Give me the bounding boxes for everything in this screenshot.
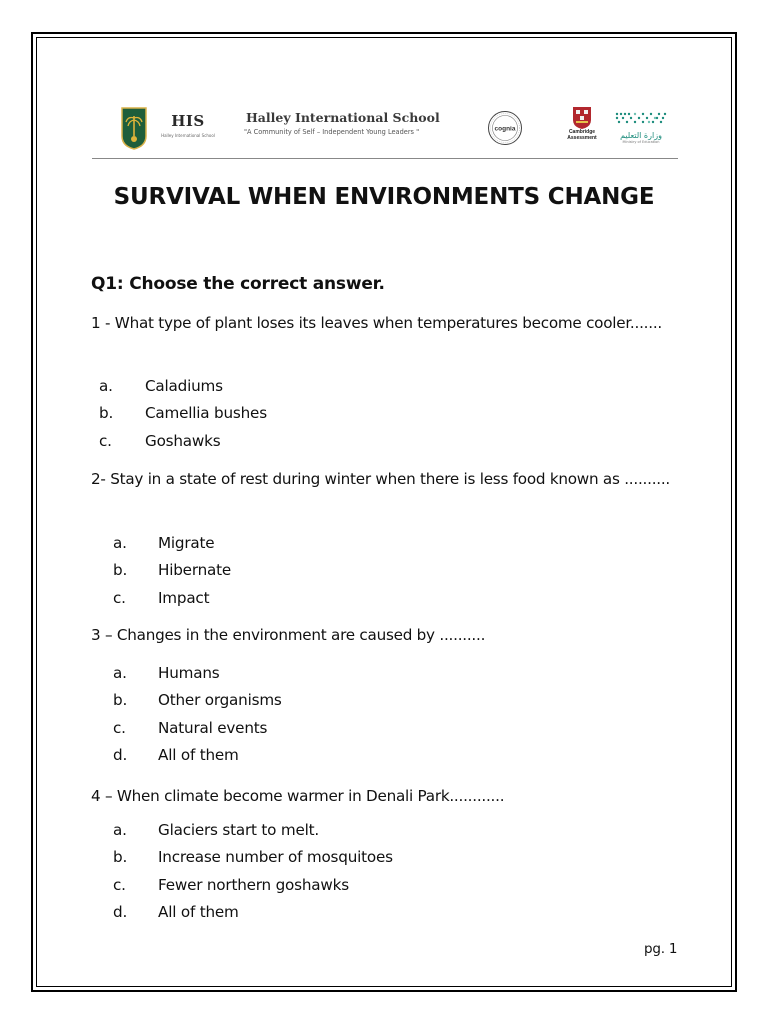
his-abbrev: HIS — [171, 112, 205, 130]
his-subtext: Halley International School — [161, 133, 215, 138]
option-item — [113, 585, 513, 612]
option-item — [113, 687, 513, 714]
cambridge-label-2: Assessment — [567, 134, 597, 141]
cambridge-assessment-logo — [562, 106, 602, 152]
worksheet-title: SURVIVAL WHEN ENVIRONMENTS CHANGE — [113, 184, 655, 210]
option-text: Impact — [158, 588, 210, 607]
option-letter: d. — [113, 902, 128, 921]
question-4: 4 – When climate become warmer in Denali Park............ — [91, 787, 505, 805]
option-text: Migrate — [158, 534, 215, 552]
option-letter: a. — [113, 534, 127, 552]
option-text: Goshawks — [145, 431, 221, 450]
ministry-of-education-logo — [610, 110, 672, 150]
option-letter: b. — [113, 691, 128, 710]
option-item — [99, 428, 499, 455]
option-text: Natural events — [158, 718, 268, 737]
cambridge-label-1: Cambridge — [568, 129, 596, 135]
option-text: Increase number of mosquitoes — [158, 848, 393, 867]
option-letter: c. — [113, 875, 126, 894]
question-1-options — [99, 373, 499, 455]
option-item — [113, 899, 533, 926]
his-logo-text — [158, 112, 218, 138]
option-item — [113, 660, 513, 687]
option-letter: c. — [113, 718, 126, 737]
option-item — [113, 817, 533, 844]
option-text: Hibernate — [158, 561, 232, 580]
moe-dots-icon — [613, 111, 669, 125]
option-item — [99, 373, 499, 400]
option-text: Camellia bushes — [145, 404, 267, 423]
option-text: Humans — [158, 664, 220, 682]
section-heading: Q1: Choose the correct answer. — [91, 274, 385, 294]
option-text: All of them — [158, 902, 239, 921]
page-number: pg. 1 — [644, 941, 678, 957]
option-text: All of them — [158, 745, 239, 764]
question-2: 2- Stay in a state of rest during winter when there is less food known as .......... — [91, 470, 671, 488]
question-4-options — [113, 817, 533, 926]
school-header — [92, 104, 678, 160]
cambridge-crest-icon — [572, 106, 592, 130]
school-name: Halley International School — [246, 110, 440, 125]
question-2-options — [113, 530, 513, 612]
option-letter: b. — [113, 848, 128, 867]
header-divider — [92, 158, 678, 159]
option-item — [113, 557, 513, 584]
question-3-options — [113, 660, 513, 769]
option-letter: c. — [99, 431, 112, 450]
option-letter: b. — [113, 561, 128, 580]
option-text: Glaciers start to melt. — [158, 821, 320, 839]
school-shield-logo-icon — [120, 106, 148, 150]
option-letter: b. — [99, 404, 114, 423]
option-letter: a. — [113, 664, 127, 682]
moe-subtext: Ministry of Education — [622, 140, 660, 144]
option-item — [113, 742, 513, 769]
school-motto: "A Community of Self – Independent Young Leaders " — [244, 128, 420, 136]
option-letter: a. — [99, 377, 113, 395]
question-1: 1 - What type of plant loses its leaves when temperatures become cooler....... — [91, 314, 662, 332]
cognia-seal-icon — [487, 110, 523, 146]
option-letter: c. — [113, 588, 126, 607]
option-item — [113, 872, 533, 899]
option-item — [113, 844, 533, 871]
option-text: Caladiums — [145, 377, 223, 395]
question-3: 3 – Changes in the environment are caused by .......... — [91, 626, 486, 644]
option-item — [99, 400, 499, 427]
option-letter: a. — [113, 821, 127, 839]
option-item — [113, 715, 513, 742]
moe-arabic-label: وزارة التعليم — [620, 131, 662, 140]
cognia-label: cognia — [494, 125, 516, 133]
option-item — [113, 530, 513, 557]
option-letter: d. — [113, 745, 128, 764]
option-text: Fewer northern goshawks — [158, 875, 349, 894]
option-text: Other organisms — [158, 691, 282, 710]
